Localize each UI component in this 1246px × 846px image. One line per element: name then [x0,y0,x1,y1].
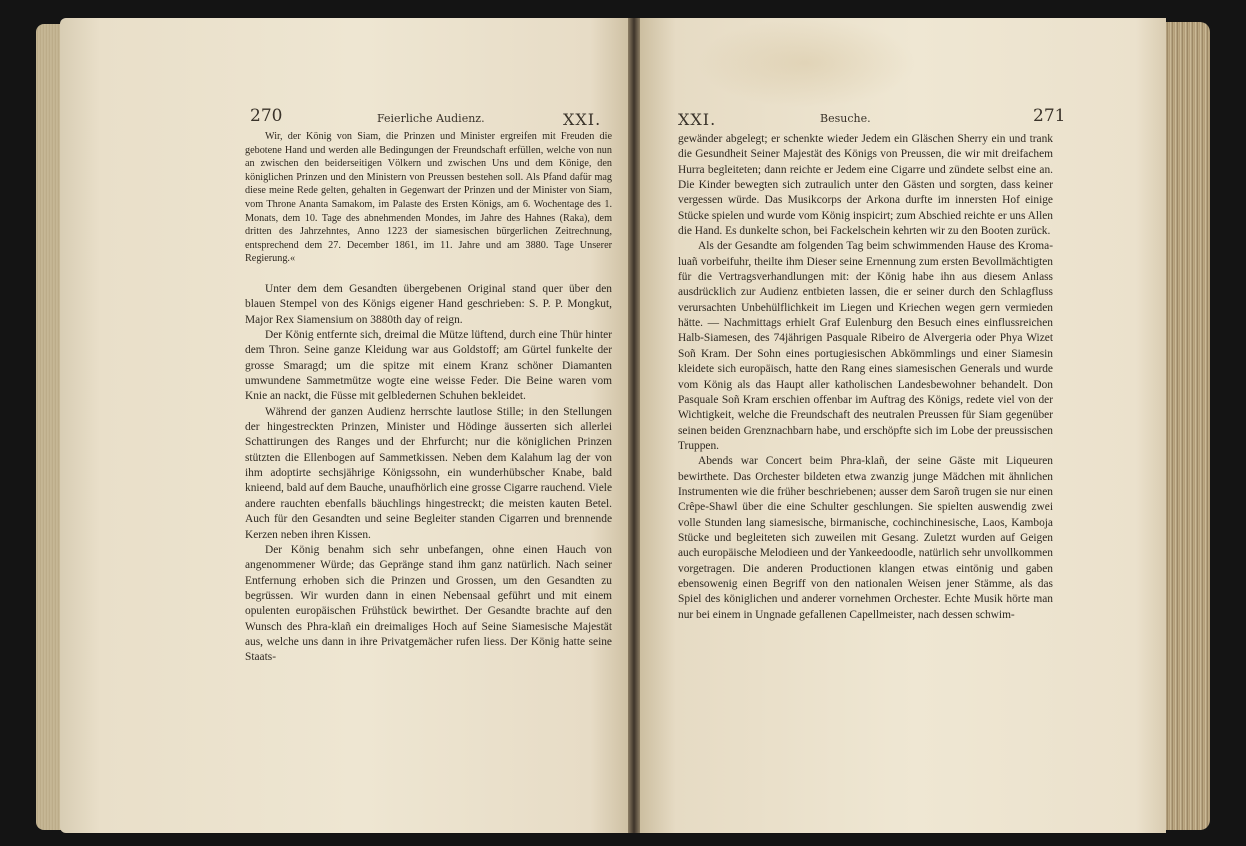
paragraph: Abends war Concert beim Phra-klañ, der seine Gäste mit Liqueuren bewirthete. Das Orchester bildeten etwa zwanzig junge Mädchen mit ähnlichen Instrumenten wie die früher beschriebenen; ausser dem Saroñ trugen sie nur einen Crêpe-Shawl über die eine Schulter geschlungen. Sie spielten auswendig zwei volle Stunden lang siamesische, birmanische, cochinchinesische, Laos, Kamboja Stücke und begleiteten sich zuweilen mit Gesang. Zuletzt wurden auf Geigen auch europäische Melodieen und der Yankeedoodle, natürlich sehr unvollkommen vorgetragen. Die anderen Productionen klangen etwas eintönig und gaben ebensowenig einen Begriff von den nationalen Weisen jener Stämme, als das Spiel des königlichen und anderer vornehmen Orchester. Echte Musik hörte man nur bei einem in Ungnade gefallenen Capellmeister, nach dessen schwim- [678,455,1053,621]
right-body-text [678,132,1053,623]
paragraph: Während der ganzen Audienz herrschte lautlose Stille; in den Stellungen der hingestreckten Prinzen, Minister und Hödinge äusserten sich allerlei Schattirungen des Ranges und der Ehrfurcht; nur die königlichen Prinzen stützten die Ellenbogen auf Sammetkissen. Neben dem Kalahum lag der von ihm adoptirte sechsjährige Königssohn, ein wunderhübscher Knabe, bald knieend, bald auf dem Bauche, unaufhörlich eine grosse Cigarre rauchend. Viele andere rauchten ebenfalls bäuchlings hingestreckt; die meisten kauten Betel. Auch für den Gesandten und seine Begleiter standen Cigarren und brennende Kerzen neben ihren Kissen. [245,405,612,541]
running-title: Besuche. [820,112,871,125]
treaty-quote [245,130,612,266]
book-gutter [628,18,640,833]
left-body-text [245,282,612,666]
chapter-number: XXI. [678,110,717,129]
page-number: 271 [1033,106,1066,126]
paragraph: Der König entfernte sich, dreimal die Mütze lüftend, durch eine Thür hinter dem Thron. Seine ganze Kleidung war aus Goldstoff; am Gürtel funkelte der grosse Smaragd; um die spitze mit einem Kranz schöner Diamanten umwundene Sammetmütze wogte eine weisse Feder. Die Beine waren vom Knie an nackt, die Füsse mit gelbledernen Schuhen bekleidet. [245,329,612,403]
running-title: Feierliche Audienz. [377,112,485,125]
left-page-stack [36,24,62,830]
paragraph: Der König benahm sich sehr unbefangen, ohne einen Hauch von angenommener Würde; das Gepränge stand ihm ganz natürlich. Nach seiner Entfernung erhoben sich die Prinzen und Grossen, um den Gesandten zu begrüssen. Wir wurden dann in einen Nebensaal geführt und mit einem opulenten europäischen Frühstück bewirthet. Der Gesandte brachte auf den Wunsch des Phra-klañ ein dreimaliges Hoch auf Seine Siamesische Majestät aus, welche uns dann in ihre Privatgemächer rufen liess. Der König hatte seine Staats- [245,543,612,664]
paragraph: gewänder abgelegt; er schenkte wieder Jedem ein Gläschen Sherry ein und trank die Gesundheit Seiner Majestät des Königs von Preussen, die wir mit dreifachem Hurra begleiteten; dann reichte er Jedem eine Cigarre und zündete selbst eine an. Die Kinder bewegten sich zutraulich unter den Gästen und sorgten, dass keiner vergessen würde. Das Musikcorps der Arkona durfte im innersten Hof einige Stücke spielen und wurde vom König inspicirt; zum Abschied reichte er uns Allen die Hand. Es dunkelte schon, bei Fackelschein kehrten wir zu den Booten zurück. [678,133,1053,238]
right-page-stack [1164,22,1210,830]
paragraph: Als der Gesandte am folgenden Tag beim schwimmenden Hause des Kroma-luañ vorbeifuhr, theilte ihm Dieser seine Ernennung zum ersten Bevollmächtigten für die Vertragsverhandlungen mit: der König habe ihn aus diesem Anlass ausdrücklich zur Audienz entbieten lassen, die er seiner durch den Schlagfluss verursachten Unbehülflichkeit im Liegen und Kriechen wegen gern vermieden hätte. — Nachmittags erhielt Graf Eulenburg den Besuch eines einflussreichen Halb-Siamesen, des 74jährigen Pasquale Ribeiro de Alvergeria oder Phya Wizet Soñ Kram. Der Sohn eines portugiesischen Abkömmlings und einer Siamesin kleidete sich europäisch, hatte den Rang eines siamesischen Generals und wurde vom König als das Haupt aller katholischen Landesbewohner behandelt. Don Pasquale Soñ Kram erschien offenbar im Auftrag des Königs, redete viel von der Wichtigkeit, welche die Freundschaft des neutralen Preussen für Siam gegenüber seinen beiden Grenznachbarn habe, und erschöpfte sich im Lobe der preussischen Truppen. [678,240,1053,452]
right-page [636,18,1166,833]
chapter-number: XXI. [563,110,602,129]
paper-stain [696,18,916,108]
paragraph: Unter dem dem Gesandten übergebenen Original stand quer über den blauen Stempel von des Königs eigener Hand geschrieben: S. P. P. Mongkut, Major Rex Siamensium on 3880th day of reign. [245,283,612,326]
quote-paragraph: Wir, der König von Siam, die Prinzen und Minister ergreifen mit Freuden die gebotene Hand und werden alle Bedingungen der Freundschaft erfüllen, welche von nun an zwischen den beiderseitigen Völkern und zwischen Uns und dem Könige, den königlichen Prinzen und den Ministern von Preussen bestehen soll. Als Pfand dafür mag diese meine Rede gelten, gehalten in Gegenwart der Prinzen und der Minister von Siam, vom Throne Ananta Samakom, im Palaste des Ersten Königs, am 6. Wochentage des 1. Monats, dem 10. Tage des abnehmenden Mondes, im Jahre des Hahnes (Raka), dem dritten des Jahrzehntes, Anno 1223 der siamesischen bürgerlichen Zeitrechnung, entsprechend dem 27. December 1861, im 11. Jahre und am 3880. Tage Unserer Regierung.« [245,131,612,265]
left-page [60,18,634,833]
page-number: 270 [250,106,283,126]
